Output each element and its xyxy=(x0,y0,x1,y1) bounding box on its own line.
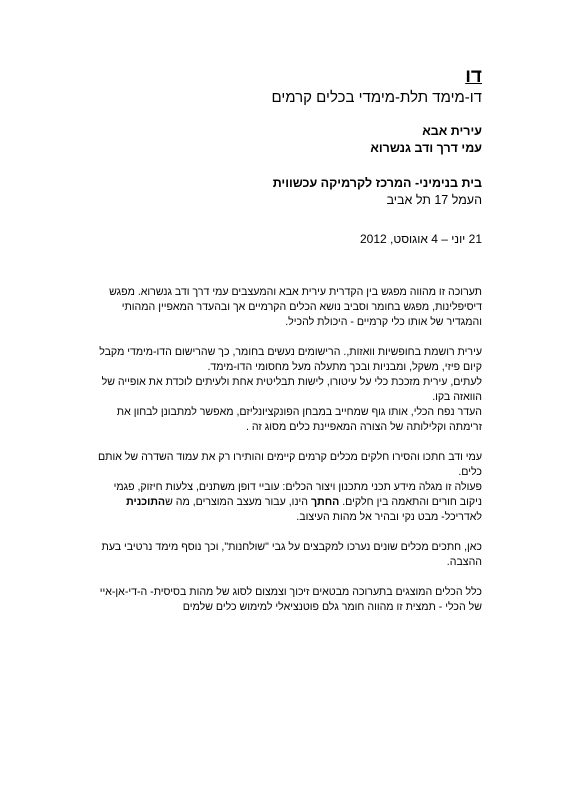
paragraph-ami-dov: עמי ודב חתכו והסירו חלקים מכלים קרמים קיימים והותירו רק את עמוד השדרה של אותם כלים. xyxy=(97,451,482,478)
artist-names-designers: עמי דרך ודב גנשרוא xyxy=(370,141,482,155)
paragraph-irit-drawing: עירית רושמת בחופשיות וואזות,. הרישומים נעשים בחומר, כך שהרישום הדו-מימדי מקבל קיום פיזי, משקל, ומבניות ובכך מתעלה מעל מחסומי הדו-מימד. xyxy=(99,346,482,373)
exhibition-dates: 21 יוני – 4 אוגוסט, 2012 xyxy=(359,232,482,246)
section-text-c: הינו, עבור מעצב המוצרים, מה ש xyxy=(165,496,311,508)
section-emphasis-plan: התוכנית xyxy=(126,496,166,508)
paragraph-conclusion: כלל הכלים המוצגים בתערוכה מבטאים זיכוך וצמצום לסוג של מהות בסיסית- ה-די-אן-איי של הכלי - תמצית זו מהווה חומר גלם פוטנציאלי למימוש כלים שלמים xyxy=(99,586,482,613)
section-text-d: לאדריכל- מבט נקי ובהיר אל מהות העיצוב. xyxy=(296,511,482,523)
venue-name: בית בנימיני- המרכז לקרמיקה עכשווית xyxy=(272,176,482,190)
exhibition-title: דו-מימד תלת-מימדי בכלים קרמים xyxy=(271,89,482,106)
exhibition-title-short: דו xyxy=(465,66,482,87)
paragraph-volume: העדר נפח הכלי, אותו גוף שמחייב במבחן הפונקציונליזם, מאפשר למתבונן לבחון את זרימתה וקלילותה של הצורה המאפיינת כלים מסוג זה . xyxy=(116,406,482,433)
paragraph-section xyxy=(94,480,482,525)
venue-address: העמל 17 תל אביב xyxy=(386,193,482,207)
section-text-a: פעולה זו מגלה מידע תכני מתכנון ויצור הכלים: עוביי דופן משתנים, צלעות חיזוק, פגמי ניקוב חורים והתאמה בין חלקים. xyxy=(113,481,482,508)
body-text xyxy=(94,285,482,615)
paragraph-intro: תערוכה זו מהווה מפגש בין הקדרית עירית אבא והמעצבים עמי דרך ודב גנשרוא. מפגש דיסיפלינות, מפגש בחומר וסביב נושא הכלים הקרמיים אך ובהעדר המאפיין המהותי והמגדיר של אותו כלי קרמיים - היכולת להכיל. xyxy=(109,286,482,328)
venue-block xyxy=(94,175,482,209)
artist-name: עירית אבא xyxy=(422,124,482,138)
section-emphasis-cut: החתך xyxy=(310,496,340,508)
document-page xyxy=(94,66,482,615)
paragraph-irit-vase: לעתים, עירית מזככת כלי על עיטורו, לישות תבליטית אחת ולעיתים לוכדת את אופייה של הוואזה בקו. xyxy=(101,376,482,403)
paragraph-tables: כאן, חתכים מכלים שונים נערכו למקבצים על גבי "שולחנות", וכך נוסף מימד נרטיבי בעת ההצבה. xyxy=(101,541,482,568)
